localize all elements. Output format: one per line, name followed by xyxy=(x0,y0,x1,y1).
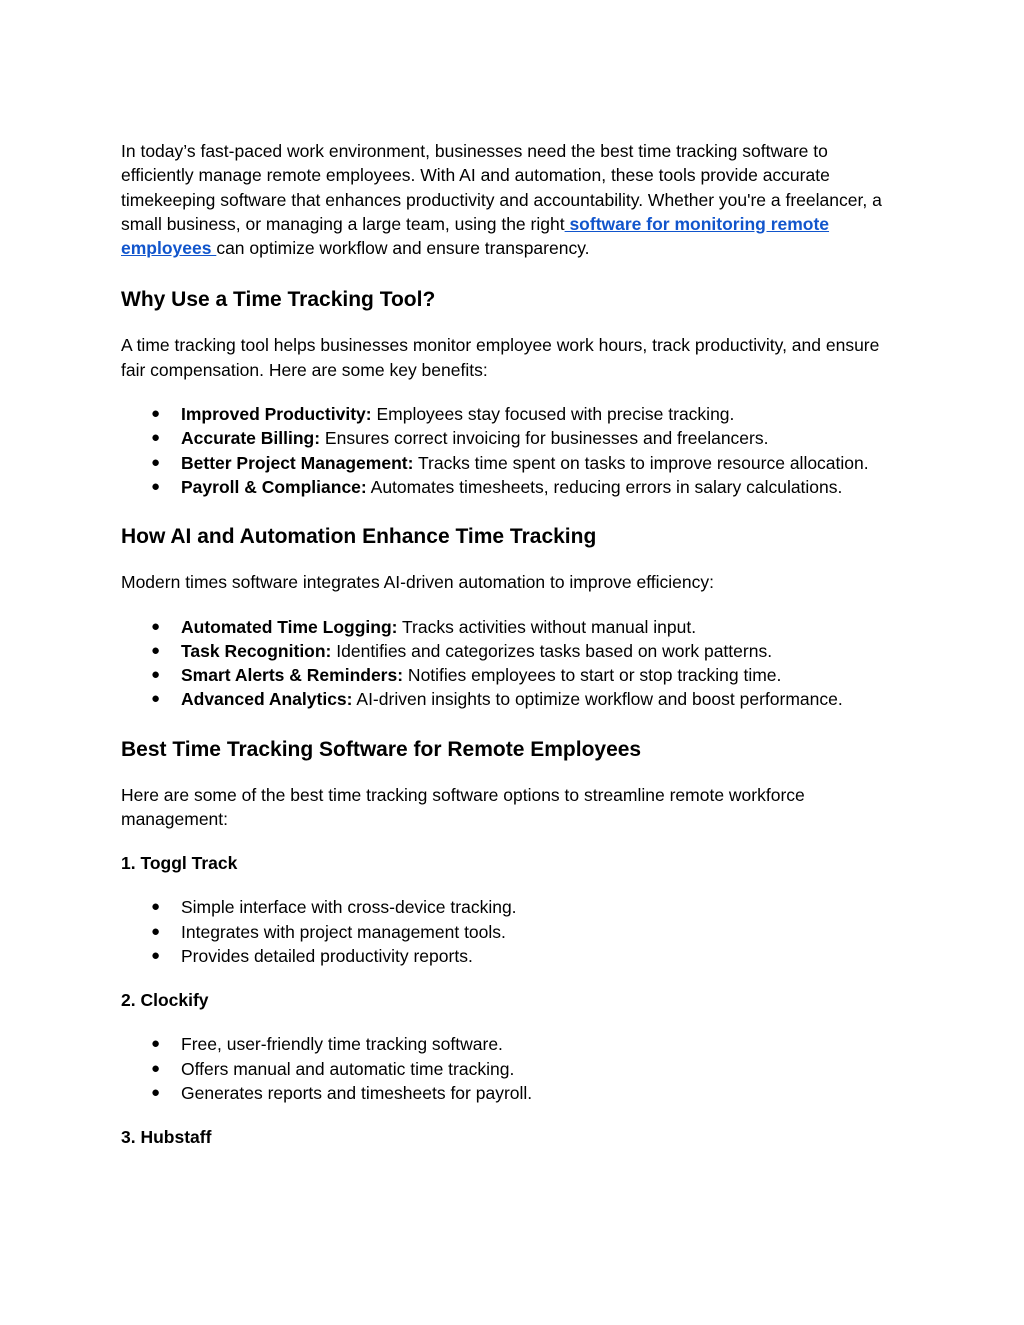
list-item xyxy=(121,402,904,426)
list-item xyxy=(121,639,904,663)
clockify-features-list xyxy=(121,1032,904,1105)
tool-title-clockify: 2. Clockify xyxy=(121,990,209,1011)
list-item-text: Ensures correct invoicing for businesses and freelancers. xyxy=(320,428,769,449)
bullet-icon: ● xyxy=(151,477,161,495)
list-item-term: Smart Alerts & Reminders: xyxy=(181,665,404,686)
best-paragraph: Here are some of the best time tracking software options to streamline remote workforce management: xyxy=(121,784,805,830)
list-item xyxy=(121,895,904,919)
list-item xyxy=(121,451,904,475)
list-item xyxy=(121,1032,904,1056)
list-item-term: Improved Productivity: xyxy=(181,404,372,425)
list-item-text: Offers manual and automatic time tracking. xyxy=(181,1058,515,1079)
bullet-icon: ● xyxy=(151,666,161,684)
monitoring-software-link[interactable]: software for monitoring remote employees xyxy=(121,213,830,259)
list-item-text: Tracks activities without manual input. xyxy=(397,616,697,637)
list-item-text: Employees stay focused with precise tracking. xyxy=(371,404,735,425)
bullet-icon: ● xyxy=(151,617,161,635)
list-item-term: Payroll & Compliance: xyxy=(181,476,367,497)
list-item xyxy=(121,426,904,450)
benefits-list xyxy=(121,402,904,499)
bullet-icon: ● xyxy=(151,898,161,916)
bullet-icon: ● xyxy=(151,1059,161,1077)
list-item xyxy=(121,1057,904,1081)
list-item-text: Simple interface with cross-device tracking. xyxy=(181,897,517,918)
heading-best-software: Best Time Tracking Software for Remote Employees xyxy=(121,737,642,761)
bullet-icon: ● xyxy=(151,429,161,447)
list-item xyxy=(121,615,904,639)
list-item-text: AI-driven insights to optimize workflow and boost performance. xyxy=(352,689,843,710)
list-item-text: Provides detailed productivity reports. xyxy=(181,945,473,966)
list-item-text: Free, user-friendly time tracking software. xyxy=(181,1034,503,1055)
ai-paragraph: Modern times software integrates AI-driven automation to improve efficiency: xyxy=(121,572,715,593)
bullet-icon: ● xyxy=(151,922,161,940)
why-paragraph: A time tracking tool helps businesses monitor employee work hours, track productivity, and ensure fair compensation. Here are some key benefits: xyxy=(121,335,880,380)
bullet-icon: ● xyxy=(151,453,161,471)
list-item xyxy=(121,1081,904,1105)
bullet-icon: ● xyxy=(151,946,161,964)
list-item xyxy=(121,944,904,968)
heading-ai-automation: How AI and Automation Enhance Time Tracking xyxy=(121,525,597,549)
list-item-term: Task Recognition: xyxy=(181,640,332,661)
list-item-term: Automated Time Logging: xyxy=(181,616,398,637)
list-item-term: Accurate Billing: xyxy=(181,428,321,449)
bullet-icon: ● xyxy=(151,1035,161,1053)
ai-features-list xyxy=(121,615,904,712)
list-item xyxy=(121,475,904,499)
list-item-text: Automates timesheets, reducing errors in salary calculations. xyxy=(366,476,843,497)
list-item-text: Generates reports and timesheets for payroll. xyxy=(181,1082,533,1103)
toggl-features-list xyxy=(121,895,904,968)
list-item-term: Advanced Analytics: xyxy=(181,689,353,710)
list-item xyxy=(121,920,904,944)
tool-title-toggl: 1. Toggl Track xyxy=(121,853,238,874)
bullet-icon: ● xyxy=(151,405,161,423)
intro-text-before-link: In today’s fast-paced work environment, businesses need the best time tracking software to efficiently manage remote employees. With AI and automation, these tools provide accurate timekeeping software that enhances productivity and accountability. Whether you're a freelancer, a small business, or managing a large team, using the right xyxy=(121,141,882,234)
heading-why-use: Why Use a Time Tracking Tool? xyxy=(121,288,436,312)
tool-title-hubstaff: 3. Hubstaff xyxy=(121,1127,212,1148)
bullet-icon: ● xyxy=(151,690,161,708)
list-item-text: Notifies employees to start or stop tracking time. xyxy=(403,665,782,686)
list-item xyxy=(121,687,904,711)
list-item xyxy=(121,663,904,687)
bullet-icon: ● xyxy=(151,641,161,659)
intro-text-after-link: can optimize workflow and ensure transparency. xyxy=(216,238,590,259)
intro-paragraph xyxy=(121,139,904,260)
list-item-text: Integrates with project management tools. xyxy=(181,921,506,942)
bullet-icon: ● xyxy=(151,1083,161,1101)
list-item-text: Identifies and categorizes tasks based on work patterns. xyxy=(331,640,773,661)
list-item-text: Tracks time spent on tasks to improve resource allocation. xyxy=(413,452,869,473)
list-item-term: Better Project Management: xyxy=(181,452,414,473)
